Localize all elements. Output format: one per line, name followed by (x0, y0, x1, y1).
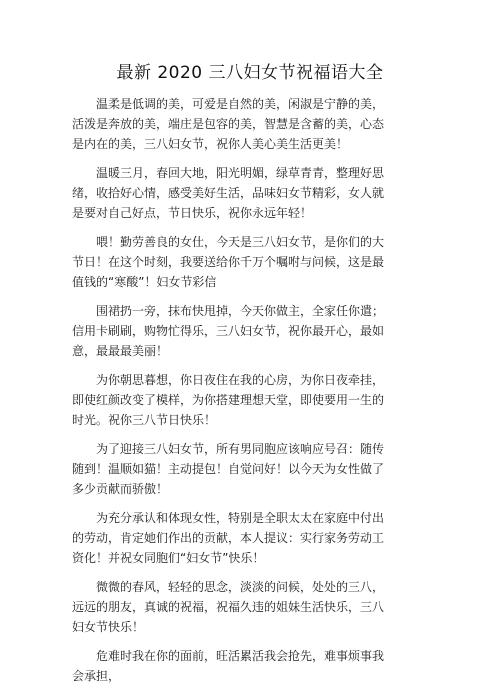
paragraph: 微微的春风，轻轻的思念，淡淡的问候，处处的三八，远远的朋友，真诚的祝福，祝福久违的姐妹生活快乐，三八妇女节快乐！ (72, 580, 385, 634)
document-title: 最新 2020 三八妇女节祝福语大全 (116, 63, 384, 83)
paragraph: 温柔是低调的美，可爱是自然的美，闲淑是宁静的美，活泼是奔放的美，端庄是包容的美，智慧是含蓄的美，心态是内在的美，三八妇女节，祝你人美心美生活更美！ (72, 97, 385, 151)
paragraph: 为你朝思暮想，你日夜住在我的心房，为你日夜牵挂，即使红颜改变了模样，为你搭建理想天堂，即使要用一生的时光。祝你三八节日快乐！ (72, 373, 385, 427)
paragraph: 围裙扔一旁，抹布快甩掉，今天你做主，全家任你遣；信用卡刷刷，购物忙得乐，三八妇女节，祝你最开心，最如意，最最最美丽！ (72, 304, 385, 358)
paragraph: 为了迎接三八妇女节，所有男同胞应该响应号召：随传随到！温顺如猫！主动提包！自觉问好！以今天为女性做了多少贡献而骄傲！ (72, 442, 385, 496)
paragraph: 危难时我在你的面前，旺活累活我会抢先，难事烦事我会承担， (72, 649, 385, 683)
document-body (72, 94, 384, 695)
paragraph: 喂！勤劳善良的女仕，今天是三八妇女节，是你们的大节日！在这个时刻，我要送给你千万个嘱咐与问候，这是最值钱的“寒酸”！妇女节彩信 (72, 235, 385, 289)
paragraph: 温暖三月，春回大地，阳光明媚，绿草青青，整理好思绪，收拾好心情，感受美好生活，品味妇女节精彩，女人就是要对自己好点，节日快乐，祝你永远年轻！ (72, 166, 385, 220)
paragraph: 为充分承认和体现女性，特别是全职太太在家庭中付出的劳动，肯定她们作出的贡献，本人提议：实行家务劳动工资化！并祝女同胞们“妇女节”快乐！ (72, 511, 385, 565)
